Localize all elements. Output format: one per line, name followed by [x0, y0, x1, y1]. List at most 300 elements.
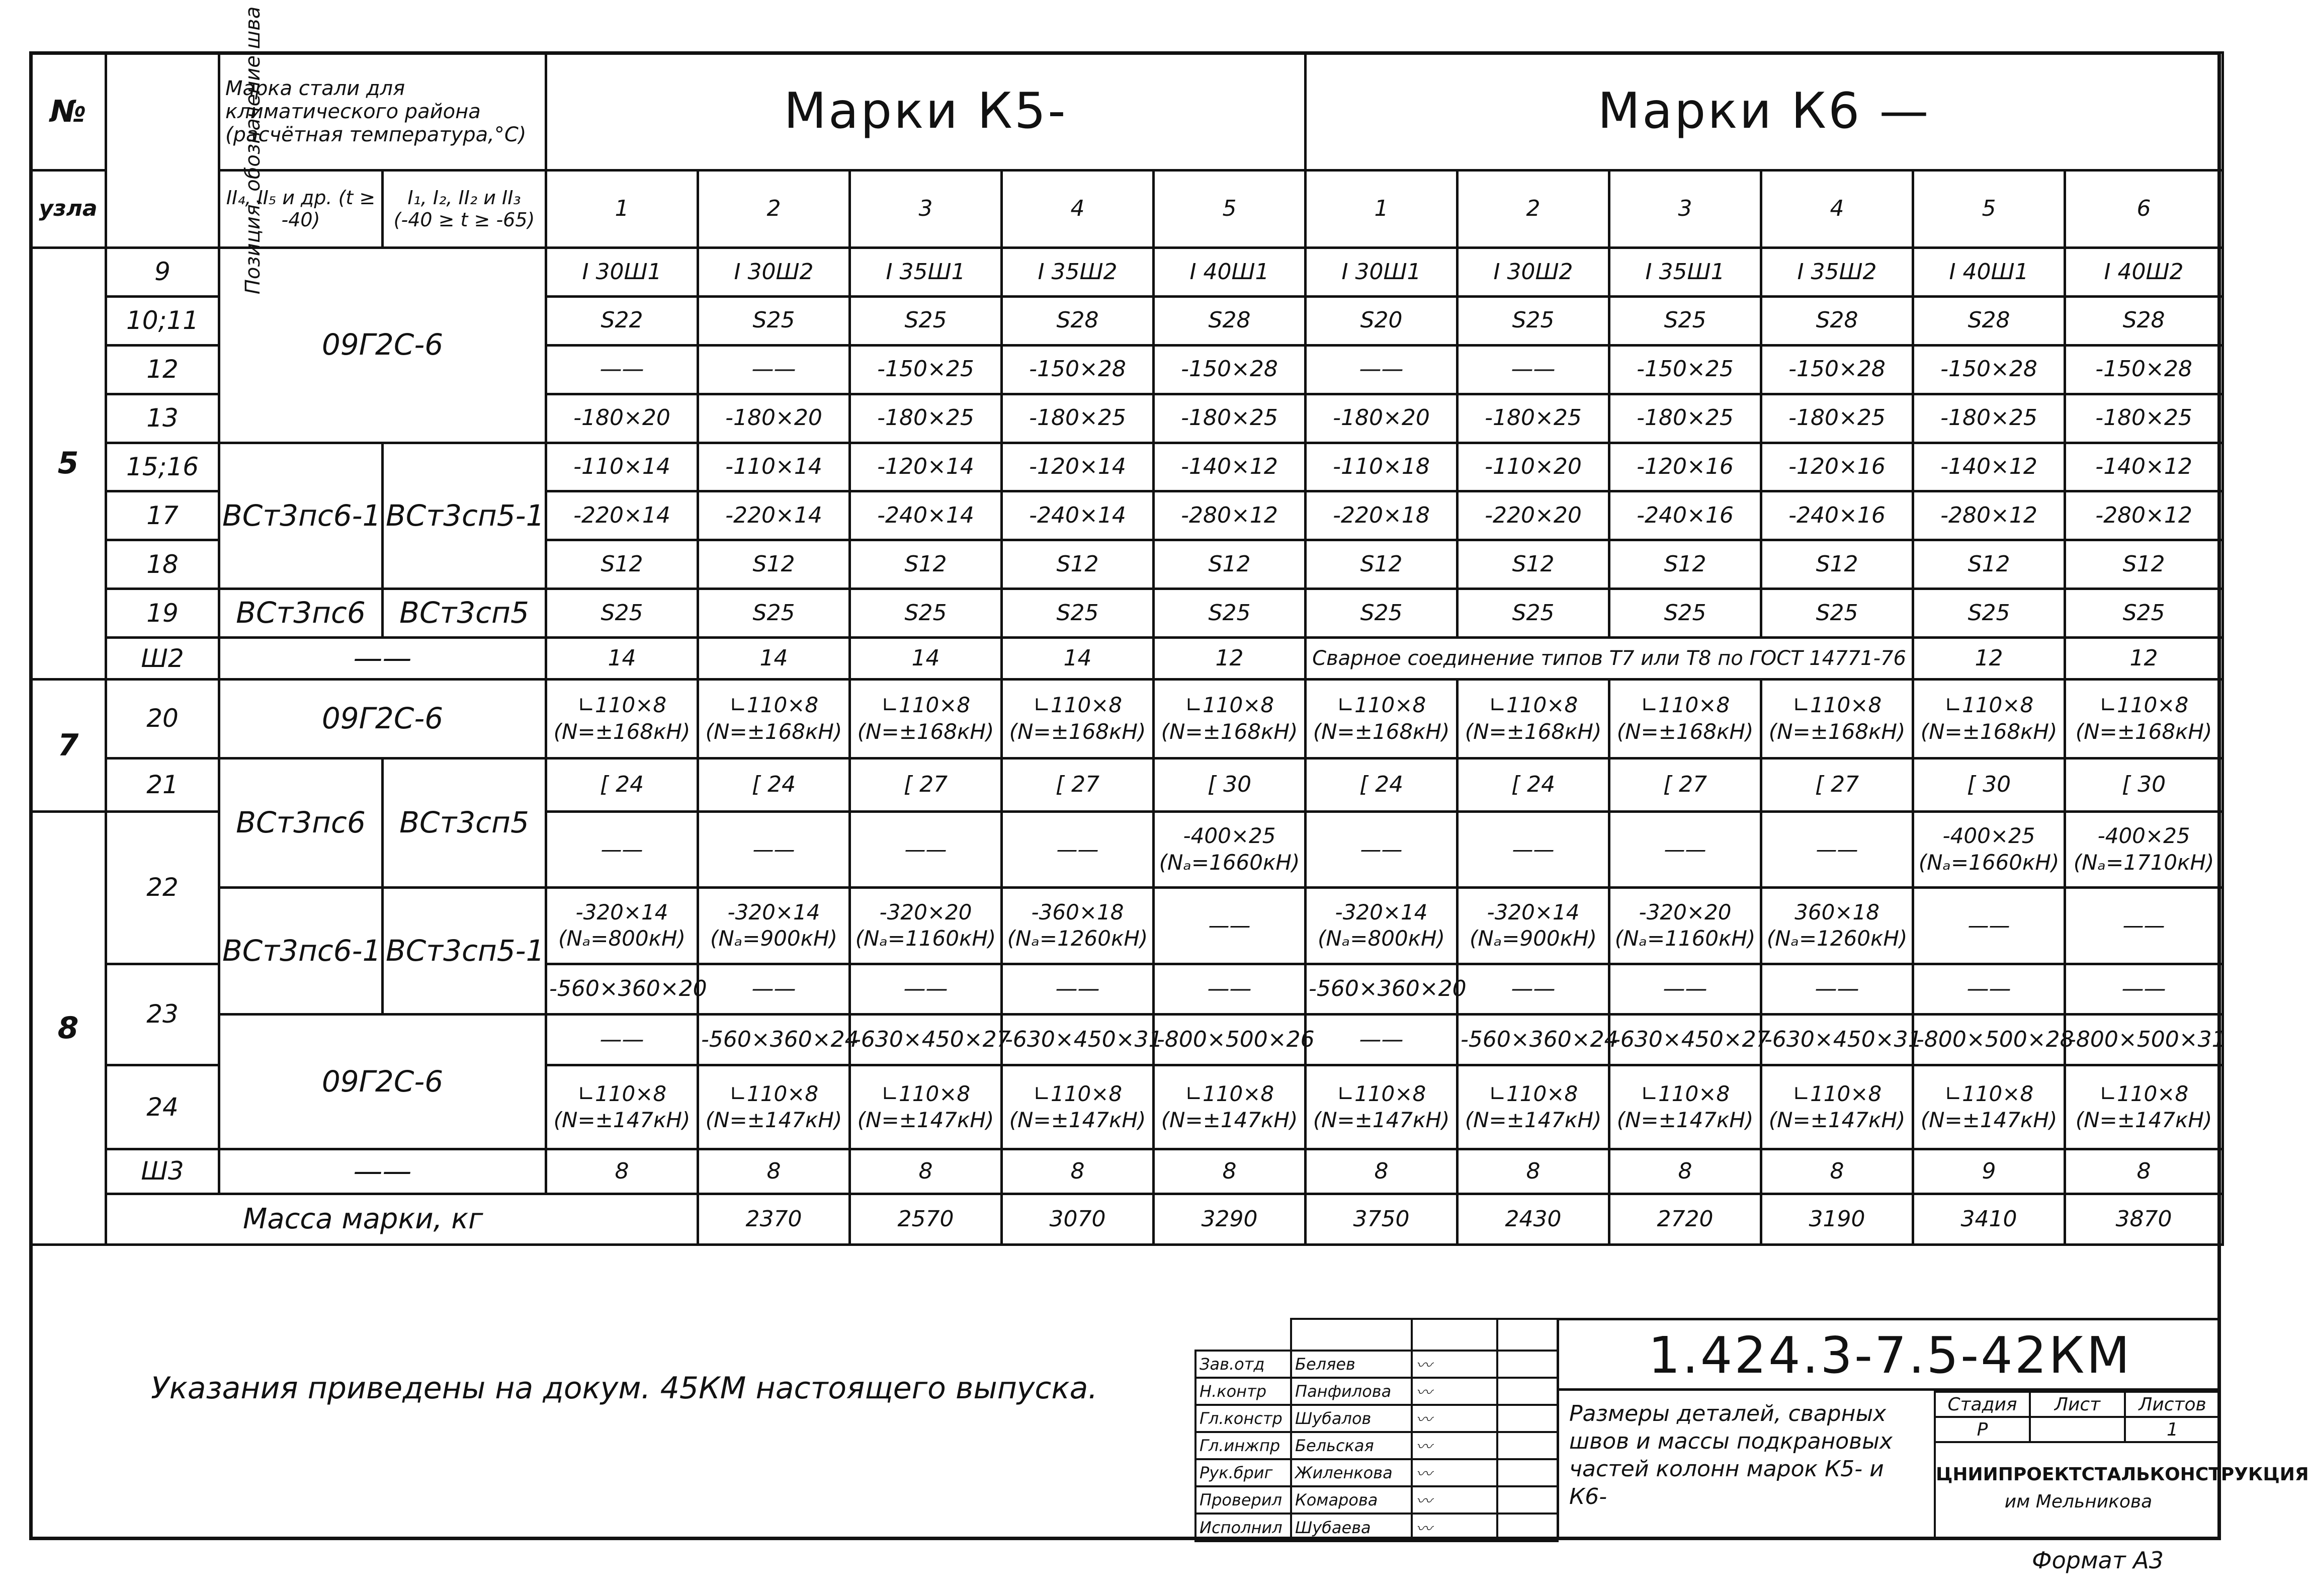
table-row — [31, 638, 2223, 680]
value-cell: -150×25 — [850, 345, 1002, 394]
mass-cell: 3290 — [1154, 1194, 1306, 1244]
value-cell: ∟110×8 (N=±168кН) — [1761, 680, 1913, 759]
value-cell: -180×25 — [1609, 394, 1761, 443]
value-cell: S12 — [1154, 540, 1306, 589]
value-cell: —— — [1913, 964, 2065, 1015]
value-cell: S25 — [546, 589, 698, 638]
value-cell: 14 — [1002, 638, 1154, 680]
table-row — [31, 589, 2223, 638]
value-cell: 360×18 (Nₐ=1260кН) — [1761, 888, 1913, 964]
value-cell: S12 — [1306, 540, 1458, 589]
mass-cell: 2430 — [1458, 1194, 1609, 1244]
value-cell: S22 — [546, 296, 698, 345]
value-cell: -560×360×20 — [546, 964, 698, 1015]
value-cell: S25 — [1458, 589, 1609, 638]
value-cell: S12 — [1761, 540, 1913, 589]
value-cell: -320×14 (Nₐ=900кН) — [698, 888, 850, 964]
value-cell: —— — [1761, 811, 1913, 887]
pos-cell: 13 — [106, 394, 219, 443]
k6-num: 1 — [1306, 171, 1458, 247]
k5-num: 3 — [850, 171, 1002, 247]
value-cell: [ 24 — [1458, 758, 1609, 811]
value-cell: -240×16 — [1761, 491, 1913, 540]
sig-role: Н.контр — [1195, 1378, 1291, 1405]
value-cell: -800×500×26 — [1154, 1015, 1306, 1065]
sig-role: Проверил — [1195, 1486, 1291, 1514]
value-cell: —— — [698, 345, 850, 394]
k6-num: 3 — [1609, 171, 1761, 247]
value-cell: I 35Ш2 — [1002, 247, 1154, 296]
value-cell: -120×16 — [1761, 443, 1913, 491]
value-cell: -150×25 — [1609, 345, 1761, 394]
table-row — [31, 443, 2223, 491]
value-cell: ∟110×8 (N=±168кН) — [1458, 680, 1609, 759]
value-cell: 14 — [546, 638, 698, 680]
organization — [1934, 1441, 2309, 1540]
steel-cell: 09Г2С-6 — [219, 247, 546, 443]
pos-cell: 23 — [106, 964, 219, 1065]
value-cell: 8 — [1609, 1149, 1761, 1194]
col-node-header: № — [31, 53, 106, 171]
value-cell: -120×14 — [850, 443, 1002, 491]
value-cell: ∟110×8 (N=±168кН) — [1913, 680, 2065, 759]
value-cell: ∟110×8 (N=±168кН) — [546, 680, 698, 759]
pos-cell: 12 — [106, 345, 219, 394]
value-cell: ∟110×8 (N=±147кН) — [2065, 1065, 2223, 1149]
value-cell: -180×25 — [1002, 394, 1154, 443]
table-row — [31, 758, 2223, 811]
value-cell: I 30Ш1 — [546, 247, 698, 296]
steel-cell: —— — [219, 1149, 546, 1194]
signature-mark: 〰 — [1412, 1351, 1497, 1378]
stage-table — [1934, 1391, 2221, 1443]
value-cell: -180×25 — [2065, 394, 2223, 443]
value-cell: I 30Ш2 — [1458, 247, 1609, 296]
sig-empty — [1195, 1319, 1291, 1351]
value-cell: ∟110×8 (N=±147кН) — [850, 1065, 1002, 1149]
value-cell: -240×14 — [1002, 491, 1154, 540]
value-cell: S25 — [1609, 296, 1761, 345]
value-cell: -240×14 — [850, 491, 1002, 540]
value-cell: -320×14 (Nₐ=800кН) — [546, 888, 698, 964]
value-cell: S28 — [2065, 296, 2223, 345]
value-cell: -180×25 — [1761, 394, 1913, 443]
signature-mark: 〰 — [1412, 1405, 1497, 1432]
pos-cell: 10;11 — [106, 296, 219, 345]
steel-cell: ВСт3сп5-1 — [383, 443, 546, 589]
sig-empty — [1291, 1319, 1412, 1351]
value-cell: S12 — [850, 540, 1002, 589]
value-cell: -320×20 (Nₐ=1160кН) — [850, 888, 1002, 964]
value-cell: I 35Ш1 — [1609, 247, 1761, 296]
sig-empty — [1497, 1319, 1558, 1351]
sig-date — [1497, 1514, 1558, 1541]
mass-cell: 2570 — [850, 1194, 1002, 1244]
header-row-2 — [31, 171, 2223, 247]
value-cell: I 35Ш2 — [1761, 247, 1913, 296]
k6-header: Марки К6 — — [1306, 53, 2223, 171]
value-cell: [ 30 — [2065, 758, 2223, 811]
mass-row — [31, 1194, 2223, 1244]
value-cell: ∟110×8 (N=±147кН) — [1306, 1065, 1458, 1149]
value-cell: -400×25 (Nₐ=1660кН) — [1913, 811, 2065, 887]
value-cell: -140×12 — [2065, 443, 2223, 491]
k5-num: 1 — [546, 171, 698, 247]
mass-cell: 2370 — [698, 1194, 850, 1244]
sig-date — [1497, 1459, 1558, 1486]
node-cell: 8 — [31, 811, 106, 1244]
value-cell: —— — [1306, 811, 1458, 887]
table-row — [31, 247, 2223, 296]
value-cell: ∟110×8 (N=±168кН) — [2065, 680, 2223, 759]
sig-role: Гл.констр — [1195, 1405, 1291, 1432]
value-cell: ∟110×8 (N=±147кН) — [1913, 1065, 2065, 1149]
sig-date — [1497, 1351, 1558, 1378]
value-cell: -630×450×27 — [1609, 1015, 1761, 1065]
k6-num: 4 — [1761, 171, 1913, 247]
value-cell: -360×18 (Nₐ=1260кН) — [1002, 888, 1154, 964]
value-cell: -320×20 (Nₐ=1160кН) — [1609, 888, 1761, 964]
sig-name: Шубаева — [1291, 1514, 1412, 1541]
value-cell: S12 — [546, 540, 698, 589]
sig-role: Зав.отд — [1195, 1351, 1291, 1378]
value-cell: S12 — [1609, 540, 1761, 589]
steel-cell: ВСт3пс6-1 — [219, 888, 383, 1015]
value-cell: S25 — [698, 589, 850, 638]
value-cell: -150×28 — [1154, 345, 1306, 394]
value-cell: S25 — [1306, 589, 1458, 638]
value-cell: —— — [1609, 964, 1761, 1015]
k5-header: Марки К5- — [546, 53, 1306, 171]
pos-cell: 9 — [106, 247, 219, 296]
sig-name: Жиленкова — [1291, 1459, 1412, 1486]
value-cell: 8 — [2065, 1149, 2223, 1194]
value-cell: —— — [1154, 888, 1306, 964]
value-cell: I 40Ш2 — [2065, 247, 2223, 296]
value-cell: -280×12 — [1913, 491, 2065, 540]
k5-num: 5 — [1154, 171, 1306, 247]
value-cell: I 40Ш1 — [1154, 247, 1306, 296]
value-cell: 8 — [1154, 1149, 1306, 1194]
value-cell: -180×25 — [850, 394, 1002, 443]
value-cell: ∟110×8 (N=±168кН) — [1609, 680, 1761, 759]
sig-empty — [1412, 1319, 1497, 1351]
value-cell: 8 — [546, 1149, 698, 1194]
signature-mark: 〰 — [1412, 1514, 1497, 1541]
value-cell: S28 — [1761, 296, 1913, 345]
value-cell: S20 — [1306, 296, 1458, 345]
value-cell: -110×20 — [1458, 443, 1609, 491]
k6-num: 2 — [1458, 171, 1609, 247]
value-cell: —— — [1002, 811, 1154, 887]
value-cell: 8 — [1458, 1149, 1609, 1194]
weld-note-cell: Сварное соединение типов Т7 или Т8 по ГОСТ 14771-76 — [1306, 638, 1913, 680]
value-cell: -630×450×31 — [1002, 1015, 1154, 1065]
table-row — [31, 1149, 2223, 1194]
sig-name: Комарова — [1291, 1486, 1412, 1514]
value-cell: S12 — [1458, 540, 1609, 589]
k6-num: 5 — [1913, 171, 2065, 247]
sheets-label: Листов — [2125, 1392, 2220, 1417]
steel-sub-2: І₁, І₂, ІІ₂ и ІІ₃ (-40 ≥ t ≥ -65) — [383, 171, 546, 247]
value-cell: —— — [1306, 1015, 1458, 1065]
steel-cell: 09Г2С-6 — [219, 680, 546, 759]
col-pos-label: Позиция, обозначение шва — [241, 6, 265, 295]
steel-sub-1: ІІ₄, ІІ₅ и др. (t ≥ -40) — [219, 171, 383, 247]
value-cell: S12 — [1913, 540, 2065, 589]
steel-cell: ВСт3пс6 — [219, 758, 383, 887]
value-cell: I 30Ш2 — [698, 247, 850, 296]
value-cell: [ 27 — [1002, 758, 1154, 811]
value-cell: —— — [850, 811, 1002, 887]
value-cell: [ 24 — [1306, 758, 1458, 811]
value-cell: S12 — [698, 540, 850, 589]
value-cell: -400×25 (Nₐ=1710кН) — [2065, 811, 2223, 887]
value-cell: —— — [850, 964, 1002, 1015]
value-cell: -630×450×31 — [1761, 1015, 1913, 1065]
value-cell: ∟110×8 (N=±168кН) — [850, 680, 1002, 759]
pos-cell: 19 — [106, 589, 219, 638]
table-row — [31, 888, 2223, 964]
value-cell: S25 — [1154, 589, 1306, 638]
pos-cell: 22 — [106, 811, 219, 964]
value-cell: —— — [698, 964, 850, 1015]
value-cell: 8 — [698, 1149, 850, 1194]
value-cell: —— — [546, 1015, 698, 1065]
col-pos-header — [106, 6, 265, 295]
value-cell: [ 30 — [1913, 758, 2065, 811]
pos-cell: 24 — [106, 1065, 219, 1149]
signature-mark: 〰 — [1412, 1378, 1497, 1405]
value-cell: —— — [1609, 811, 1761, 887]
value-cell: -400×25 (Nₐ=1660кН) — [1154, 811, 1306, 887]
pos-cell: 20 — [106, 680, 219, 759]
sheet-label: Лист — [2030, 1392, 2125, 1417]
pos-cell: 15;16 — [106, 443, 219, 491]
value-cell: 8 — [1306, 1149, 1458, 1194]
value-cell: -120×14 — [1002, 443, 1154, 491]
value-cell: -180×25 — [1154, 394, 1306, 443]
value-cell: 14 — [698, 638, 850, 680]
value-cell: 8 — [850, 1149, 1002, 1194]
value-cell: [ 27 — [1761, 758, 1913, 811]
value-cell: S25 — [1761, 589, 1913, 638]
value-cell: —— — [1761, 964, 1913, 1015]
value-cell: ∟110×8 (N=±168кН) — [1002, 680, 1154, 759]
mass-cell: 3870 — [2065, 1194, 2223, 1244]
value-cell: ∟110×8 (N=±147кН) — [1609, 1065, 1761, 1149]
value-cell: S25 — [698, 296, 850, 345]
value-cell: 8 — [1002, 1149, 1154, 1194]
value-cell: -150×28 — [1002, 345, 1154, 394]
document-code: 1.424.3-7.5-42КМ — [1557, 1318, 2221, 1391]
value-cell: 12 — [2065, 638, 2223, 680]
sig-role: Гл.инжпр — [1195, 1432, 1291, 1459]
steel-cell: ВСт3пс6-1 — [219, 443, 383, 589]
value-cell: -220×14 — [546, 491, 698, 540]
sig-date — [1497, 1432, 1558, 1459]
signature-table — [1194, 1318, 1559, 1542]
value-cell: -140×12 — [1913, 443, 2065, 491]
sig-date — [1497, 1486, 1558, 1514]
k5-num: 2 — [698, 171, 850, 247]
k5-num: 4 — [1002, 171, 1154, 247]
value-cell: [ 24 — [546, 758, 698, 811]
title-block — [1194, 1318, 2309, 1540]
format-label: Формат А3 — [2032, 1547, 2164, 1574]
value-cell: —— — [2065, 888, 2223, 964]
mass-label: Масса марки, кг — [106, 1194, 698, 1244]
sig-name: Панфилова — [1291, 1378, 1412, 1405]
value-cell: -800×500×31 — [2065, 1015, 2223, 1065]
value-cell: —— — [1002, 964, 1154, 1015]
value-cell: 12 — [1913, 638, 2065, 680]
value-cell: -220×14 — [698, 491, 850, 540]
table-row — [31, 1015, 2223, 1065]
value-cell: I 35Ш1 — [850, 247, 1002, 296]
mass-cell: 3190 — [1761, 1194, 1913, 1244]
value-cell: 8 — [1761, 1149, 1913, 1194]
value-cell: S25 — [850, 589, 1002, 638]
mass-cell: 3070 — [1002, 1194, 1154, 1244]
value-cell: -280×12 — [1154, 491, 1306, 540]
pos-cell: Ш3 — [106, 1149, 219, 1194]
value-cell: —— — [1154, 964, 1306, 1015]
value-cell: -560×360×24 — [698, 1015, 850, 1065]
value-cell: -150×28 — [1913, 345, 2065, 394]
value-cell: S28 — [1913, 296, 2065, 345]
pos-cell: 21 — [106, 758, 219, 811]
value-cell: -180×20 — [546, 394, 698, 443]
steel-cell: ВСт3сп5 — [383, 589, 546, 638]
sheet-value — [2030, 1417, 2125, 1442]
value-cell: I 40Ш1 — [1913, 247, 2065, 296]
node-cell: 7 — [31, 680, 106, 812]
value-cell: S25 — [850, 296, 1002, 345]
value-cell: -110×14 — [698, 443, 850, 491]
value-cell: S28 — [1154, 296, 1306, 345]
value-cell: —— — [1913, 888, 2065, 964]
value-cell: S25 — [1913, 589, 2065, 638]
value-cell: ∟110×8 (N=±168кН) — [698, 680, 850, 759]
value-cell: S28 — [1002, 296, 1154, 345]
value-cell: ∟110×8 (N=±147кН) — [1002, 1065, 1154, 1149]
org-name: ЦНИИПРОЕКТСТАЛЬКОНСТРУКЦИЯ — [1936, 1464, 2309, 1485]
value-cell: —— — [1458, 345, 1609, 394]
value-cell: —— — [2065, 964, 2223, 1015]
header-row-1 — [31, 53, 2223, 171]
value-cell: —— — [546, 345, 698, 394]
value-cell: -120×16 — [1609, 443, 1761, 491]
value-cell: [ 27 — [1609, 758, 1761, 811]
value-cell: ∟110×8 (N=±168кН) — [1306, 680, 1458, 759]
value-cell: -280×12 — [2065, 491, 2223, 540]
sheets-value: 1 — [2125, 1417, 2220, 1442]
value-cell: 14 — [850, 638, 1002, 680]
value-cell: -180×25 — [1458, 394, 1609, 443]
org-sub: им Мельникова — [2004, 1491, 2153, 1512]
steel-cell: ВСт3пс6 — [219, 589, 383, 638]
value-cell: [ 27 — [850, 758, 1002, 811]
value-cell: ∟110×8 (N=±147кН) — [1761, 1065, 1913, 1149]
value-cell: ∟110×8 (N=±168кН) — [1154, 680, 1306, 759]
value-cell: I 30Ш1 — [1306, 247, 1458, 296]
value-cell: ∟110×8 (N=±147кН) — [546, 1065, 698, 1149]
stage-value: Р — [1935, 1417, 2030, 1442]
value-cell: —— — [698, 811, 850, 887]
sig-role: Рук.бриг — [1195, 1459, 1291, 1486]
value-cell: -560×360×24 — [1458, 1015, 1609, 1065]
signature-mark: 〰 — [1412, 1486, 1497, 1514]
value-cell: -800×500×28 — [1913, 1015, 2065, 1065]
value-cell: -240×16 — [1609, 491, 1761, 540]
value-cell: -110×14 — [546, 443, 698, 491]
value-cell: -150×28 — [1761, 345, 1913, 394]
value-cell: [ 24 — [698, 758, 850, 811]
sig-name: Бельская — [1291, 1432, 1412, 1459]
value-cell: 12 — [1154, 638, 1306, 680]
node-cell: 5 — [31, 247, 106, 679]
steel-cell: —— — [219, 638, 546, 680]
mass-cell: 3750 — [1306, 1194, 1458, 1244]
value-cell: S25 — [2065, 589, 2223, 638]
value-cell: -110×18 — [1306, 443, 1458, 491]
value-cell: —— — [1306, 345, 1458, 394]
sig-role: Исполнил — [1195, 1514, 1291, 1541]
value-cell: -320×14 (Nₐ=800кН) — [1306, 888, 1458, 964]
value-cell: 9 — [1913, 1149, 2065, 1194]
col-node-sub: узла — [31, 171, 106, 247]
k6-num: 6 — [2065, 171, 2223, 247]
value-cell: —— — [1458, 964, 1609, 1015]
value-cell: S25 — [1002, 589, 1154, 638]
value-cell: —— — [1458, 811, 1609, 887]
value-cell: —— — [546, 811, 698, 887]
value-cell: -180×20 — [698, 394, 850, 443]
signature-mark: 〰 — [1412, 1459, 1497, 1486]
value-cell: -560×360×20 — [1306, 964, 1458, 1015]
sig-date — [1497, 1378, 1558, 1405]
sig-name: Беляев — [1291, 1351, 1412, 1378]
pos-cell: Ш2 — [106, 638, 219, 680]
stage-label: Стадия — [1935, 1392, 2030, 1417]
value-cell: S25 — [1609, 589, 1761, 638]
value-cell: S12 — [1002, 540, 1154, 589]
value-cell: ∟110×8 (N=±147кН) — [698, 1065, 850, 1149]
value-cell: -180×25 — [1913, 394, 2065, 443]
value-cell: ∟110×8 (N=±147кН) — [1154, 1065, 1306, 1149]
pos-cell: 17 — [106, 491, 219, 540]
value-cell: S12 — [2065, 540, 2223, 589]
spec-table — [29, 6, 2226, 1246]
mass-cell: 2720 — [1609, 1194, 1761, 1244]
value-cell: -630×450×27 — [850, 1015, 1002, 1065]
value-cell: S25 — [1458, 296, 1609, 345]
sig-name: Шубалов — [1291, 1405, 1412, 1432]
mass-cell: 3410 — [1913, 1194, 2065, 1244]
col-steel-header: Марка стали для климатического района (расчётная температура,°С) — [219, 53, 546, 171]
steel-cell: ВСт3сп5 — [383, 758, 546, 887]
value-cell: -220×18 — [1306, 491, 1458, 540]
document-title: Размеры деталей, сварных швов и массы подкрановых частей колонн марок К5- и К6- — [1557, 1391, 1934, 1540]
steel-cell: ВСт3сп5-1 — [383, 888, 546, 1015]
value-cell: [ 30 — [1154, 758, 1306, 811]
value-cell: -220×20 — [1458, 491, 1609, 540]
pos-cell: 18 — [106, 540, 219, 589]
note-text: Указания приведены на докум. 45КМ настоящего выпуска. — [151, 1371, 1098, 1406]
sig-date — [1497, 1405, 1558, 1432]
steel-cell: 09Г2С-6 — [219, 1015, 546, 1149]
